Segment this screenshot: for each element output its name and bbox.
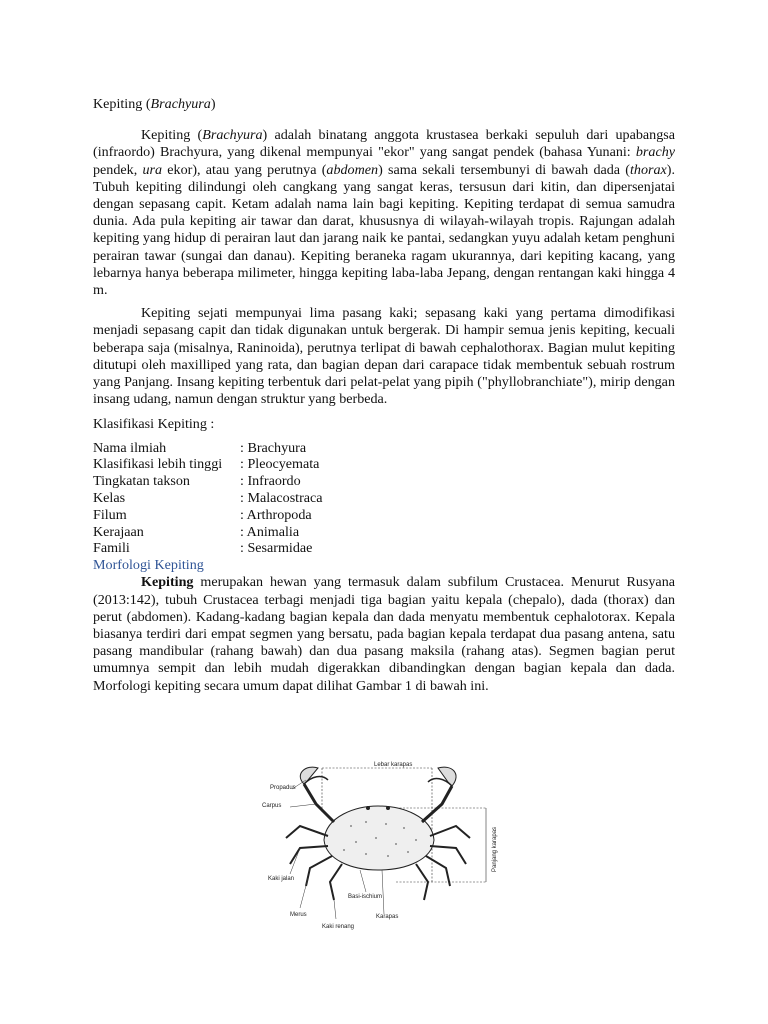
table-row: Famili : Sesarmidae <box>93 540 313 557</box>
morfologi-heading: Morfologi Kepiting <box>93 557 204 574</box>
label-karapas: Karapas <box>376 914 399 920</box>
paragraph-anatomy: Kepiting sejati mempunyai lima pasang kaki; sepasang kaki yang pertama dimodifikasi menjadi sepasang capit dan tidak digunakan untuk bergerak. Di hampir semua jenis kepiting, kecuali beberapa saja (misalnya, Raninoida), perutnya terlipat di bawah cephalothorax. Bagian mulut kepiting ditutupi oleh maxilliped yang rata, dan bagian depan dari carapace tidak membentuk sebuah rostrum yang Panjang. Insang kepiting terbentuk dari pelat-pelat yang pipih ("phyllobranchiate"), mirip dengan insang udang, namun dengan struktur yang berbeda. <box>93 305 675 408</box>
label-lebar-karapas: Lebar karapas <box>374 762 413 768</box>
table-row: Nama ilmiah : Brachyura <box>93 439 307 456</box>
label-panjang-karapas: Panjang karapas <box>492 826 498 872</box>
label-merus: Merus <box>290 912 307 918</box>
table-row: Kelas : Malacostraca <box>93 490 323 507</box>
crab-illustration <box>256 754 512 934</box>
paragraph-intro: Kepiting (Brachyura) adalah binatang anggota krustasea berkaki sepuluh dari upabangsa (infraordo) Brachyura, yang dikenal mempunyai "ekor" yang sangat pendek (bahasa Yunani: brachy pendek, ura ekor), atau yang perutnya (abdomen) sama sekali tersembunyi di bawah dada (thorax). Tubuh kepiting dilindungi oleh cangkang yang sangat keras, tersusun dari kitin, dan dipersenjatai dengan sepasang capit. Ketam adalah nama lain bagi kepiting. Kepiting terdapat di semua samudra dunia. Ada pula kepiting air tawar dan darat, khususnya di wilayah-wilayah tropis. Rajungan adalah kepiting yang hidup di perairan laut dan jarang naik ke pantai, sedangkan yuyu adalah ketam penghuni perairan tawar (sungai dan danau). Kepiting beraneka ragam ukurannya, dari kepiting kacang, yang lebarnya hanya beberapa milimeter, hingga kepiting laba-laba Jepang, dengan rentangan kaki hingga 4 m. <box>93 127 676 299</box>
label-basi-ischium: Basi-ischium <box>348 894 383 900</box>
table-row: Kerajaan : Animalia <box>93 523 300 540</box>
paragraph-morfologi: Kepiting merupakan hewan yang termasuk dalam subfilum Crustacea. Menurut Rusyana (2013:142), tubuh Crustacea terbagi menjadi tiga bagian yaitu kepala (chepalo), dada (thorax) dan perut (abdomen). Kadang-kadang bagian kepala dan dada menyatu membentuk cephalotorax. Kepala biasanya terdiri dari empat segmen yang bersatu, pada bagian kepala terdapat dua pasang antena, satu pasang mandibular (rahang bawah) dan dua pasang maksila (rahang atas). Segmen bagian perut umumnya sempit dan lebih mudah digerakkan dibandingkan dengan bagian kepala dan dada. Morfologi kepiting secara umum dapat dilihat Gambar 1 di bawah ini. <box>93 574 675 694</box>
label-propadus: Propadus <box>270 785 296 791</box>
document-body <box>93 96 675 695</box>
document-title: Kepiting (Brachyura) <box>93 96 216 112</box>
table-row: Klasifikasi lebih tinggi : Pleocyemata <box>93 456 320 473</box>
label-carpus: Carpus <box>262 803 282 809</box>
crab-morphology-figure <box>256 754 512 934</box>
label-kaki-jalan: Kaki jalan <box>268 876 295 882</box>
table-row: Tingkatan takson : Infraordo <box>93 473 301 490</box>
klasifikasi-heading: Klasifikasi Kepiting : <box>93 416 215 433</box>
table-row: Filum : Arthropoda <box>93 506 312 523</box>
label-kaki-renang: Kaki renang <box>322 924 355 930</box>
klasifikasi-table <box>93 440 323 558</box>
